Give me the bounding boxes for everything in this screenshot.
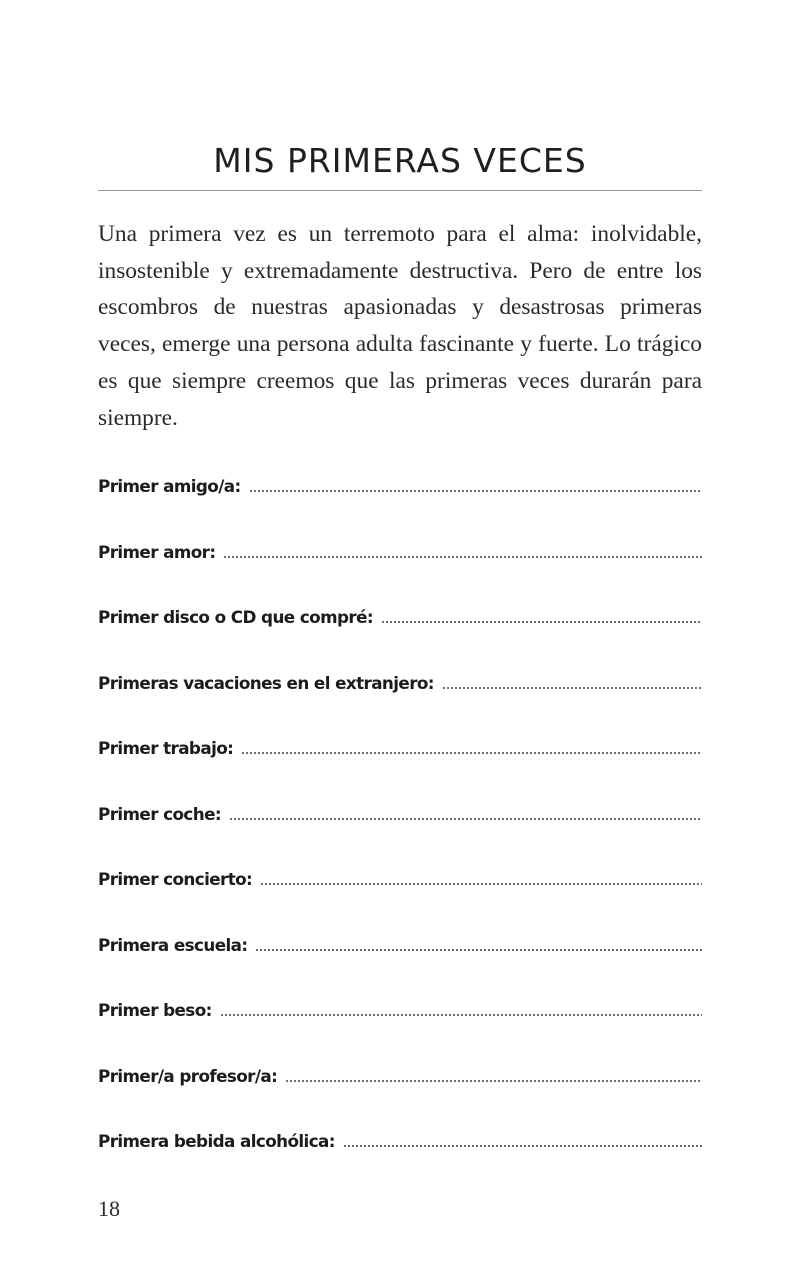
field-label: Primer concierto: <box>98 869 253 889</box>
dotted-answer-line[interactable] <box>241 752 702 754</box>
field-primer-coche <box>98 804 702 870</box>
dotted-answer-line[interactable] <box>223 556 702 558</box>
field-label: Primer coche: <box>98 803 221 824</box>
dotted-answer-line[interactable] <box>260 883 702 885</box>
field-primera-bebida <box>98 1131 702 1197</box>
dotted-answer-line[interactable] <box>255 949 702 951</box>
field-primeras-vacaciones <box>98 673 702 739</box>
dotted-answer-line[interactable] <box>442 687 702 689</box>
dotted-answer-line[interactable] <box>285 1080 702 1082</box>
field-primera-escuela <box>98 935 702 1001</box>
field-primer-profesor <box>98 1066 702 1132</box>
fill-in-list <box>98 476 702 1197</box>
page-number: 18 <box>98 1196 120 1221</box>
field-label: Primer amigo/a: <box>98 476 241 496</box>
intro-paragraph: Una primera vez es un terremoto para el alma: inolvidable, insostenible y extremadamente destructiva. Pero de entre los escombros de nuestras apasionadas y desastrosas primeras veces, emerge una persona adulta fascinante y fuerte. Lo trágico es que siempre creemos que las primeras veces durarán para siempre. <box>98 221 702 431</box>
field-primer-amor <box>98 542 702 608</box>
field-primer-trabajo <box>98 738 702 804</box>
dotted-answer-line[interactable] <box>249 490 702 492</box>
field-label: Primera bebida alcohólica: <box>98 1131 335 1151</box>
field-label: Primeras vacaciones en el extranjero: <box>98 672 434 693</box>
dotted-answer-line[interactable] <box>229 818 702 820</box>
field-primer-concierto <box>98 869 702 935</box>
dotted-answer-line[interactable] <box>220 1014 702 1016</box>
dotted-answer-line[interactable] <box>343 1145 702 1147</box>
field-primer-disco <box>98 607 702 673</box>
field-label: Primer amor: <box>98 541 216 562</box>
title-divider <box>98 190 702 191</box>
page-title: MIS PRIMERAS VECES <box>213 141 587 180</box>
field-label: Primer/a profesor/a: <box>98 1065 278 1086</box>
field-label: Primer beso: <box>98 1000 212 1020</box>
dotted-answer-line[interactable] <box>381 621 702 623</box>
field-primer-amigo <box>98 476 702 542</box>
field-label: Primer trabajo: <box>98 738 234 758</box>
field-label: Primer disco o CD que compré: <box>98 607 373 627</box>
field-primer-beso <box>98 1000 702 1066</box>
field-label: Primera escuela: <box>98 934 248 955</box>
